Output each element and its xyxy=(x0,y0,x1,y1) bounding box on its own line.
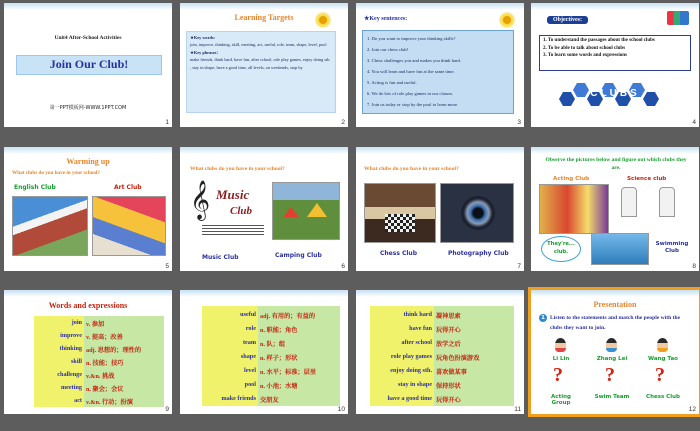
staff-lines xyxy=(202,225,264,235)
word: act xyxy=(74,397,82,404)
meaning: n. 聚会；会议 xyxy=(86,386,124,393)
keyphrases-text: make friends, think hard, have fun, after school, role play games, enjoy doing sth. , stay in shape, have a good time, all levels, on weekends, stop by xyxy=(190,57,331,70)
slide-number: 3 xyxy=(517,119,521,126)
slide-title: Join Our Club! xyxy=(49,57,129,71)
phrase: enjoy doing sth. xyxy=(390,367,432,374)
word: role xyxy=(245,325,256,332)
photography-club-label: Photography Club xyxy=(448,250,509,257)
star-icon: ★ xyxy=(190,35,194,40)
camping-club-photo xyxy=(272,182,340,240)
slide-thumbnail-8[interactable] xyxy=(531,147,699,271)
slide-title: Warming up xyxy=(66,157,110,166)
music-club-graphic xyxy=(188,181,270,239)
slide-number: 9 xyxy=(165,406,169,413)
sentence-2: 2. Join our chess club! xyxy=(367,47,409,52)
keywords-text: join, improve, thinking, skill, meeting, act, useful, role, team, shape, level, pool xyxy=(190,42,327,48)
chess-club-label: Chess Club xyxy=(380,250,418,257)
sentence-4: 4. You will learn and have fun at the same time. xyxy=(367,69,455,74)
slide-number: 7 xyxy=(517,263,521,270)
club-name: Swim Team xyxy=(594,394,630,400)
slide-header-band xyxy=(356,290,524,297)
person-name: Zhang Lei xyxy=(596,356,628,362)
english-club-label: English Club xyxy=(14,184,56,191)
robot-icon xyxy=(659,187,675,217)
phrase: stay in shape xyxy=(397,381,432,388)
music-club-label: Music Club xyxy=(202,254,239,261)
person-name: Wang Tao xyxy=(648,356,678,362)
meaning: 保持形状 xyxy=(436,383,461,390)
slide-header-band xyxy=(531,290,699,297)
heading-text: Key sentences: xyxy=(369,16,408,22)
slide-title: Presentation xyxy=(593,300,637,309)
meaning: n. 水平；标准；层里 xyxy=(260,369,317,376)
objectives-box xyxy=(539,35,691,71)
star-icon: ★ xyxy=(364,16,370,22)
phrase: after school xyxy=(401,339,432,346)
club-name: Acting Group xyxy=(551,394,571,406)
instruction-text: Listen to the statements and match the people with the clubs they want to join. xyxy=(550,315,681,331)
slide-number: 12 xyxy=(688,406,696,413)
star-icon: ★ xyxy=(190,49,194,55)
word: team xyxy=(242,339,256,346)
person-avatar xyxy=(657,338,668,352)
word: thinking xyxy=(59,345,82,352)
word: shape xyxy=(240,353,256,360)
slide-header-band xyxy=(4,147,172,154)
slide-thumbnail-2[interactable] xyxy=(180,3,348,127)
footer-text: 第一PPT模板网-WWW.1PPT.COM xyxy=(49,105,127,111)
meaning: n. 小池；水塘 xyxy=(260,383,298,390)
sentence-5: 5. Acting is fun and useful. xyxy=(367,80,417,85)
word: challenge xyxy=(57,371,82,378)
flower-icon xyxy=(314,11,332,29)
sentence-1: 1. Do you want to improve your thinking skills? xyxy=(367,36,456,41)
meaning: n. 样子；形状 xyxy=(260,355,298,362)
slide-thumbnail-9[interactable] xyxy=(4,290,172,414)
clubs-word: CLUBS xyxy=(590,88,640,99)
science-club-label: Science club xyxy=(627,176,667,182)
phrase: have fun xyxy=(409,325,432,332)
unit-text: Unit4 After-School Activities xyxy=(54,35,122,41)
slide-number: 4 xyxy=(692,119,696,126)
slide-header-band xyxy=(180,147,348,154)
club-name: Chess Club xyxy=(646,394,680,400)
meaning: 放学之后 xyxy=(436,341,461,348)
slide-thumbnail-10[interactable] xyxy=(180,290,348,414)
slide-title: Words and expressions xyxy=(48,301,128,310)
person-avatar xyxy=(606,338,617,352)
slide-header-band xyxy=(4,290,172,297)
phrase: think hard xyxy=(403,311,432,318)
slide-thumbnail-4[interactable] xyxy=(531,3,699,127)
slide-number: 6 xyxy=(341,263,345,270)
content-box xyxy=(186,31,336,113)
meaning: n. 职能；角色 xyxy=(260,327,298,334)
music-word: Music xyxy=(216,187,250,202)
person-avatar xyxy=(555,338,566,352)
slide-header-band xyxy=(531,147,699,154)
slide-thumbnail-6[interactable] xyxy=(180,147,348,271)
meaning: n. 队；组 xyxy=(260,341,286,348)
question-mark-icon: ? xyxy=(655,364,665,386)
meaning: adj. 有用的；有益的 xyxy=(260,313,316,320)
word: join xyxy=(71,319,82,326)
meaning: 玩得开心 xyxy=(436,397,461,404)
acting-club-photo xyxy=(539,184,609,234)
meaning: 凝神思索 xyxy=(436,313,461,320)
sentence-3: 3. Chess challenges you and makes you think hard. xyxy=(367,58,461,63)
robot-icon xyxy=(621,187,637,217)
sentence-7: 7. Join us today or stop by the pool to learn more. xyxy=(367,102,459,107)
number-one-badge: 1 xyxy=(539,314,547,322)
camping-club-label: Camping Club xyxy=(275,252,322,259)
meaning: 交朋友 xyxy=(260,397,279,404)
club-word: Club xyxy=(230,205,253,217)
question-text: What clubs do you have in your school? xyxy=(190,166,285,172)
acting-club-label: Acting Club xyxy=(553,176,590,182)
slide-thumbnail-1[interactable] xyxy=(4,3,172,127)
question-mark-icon: ? xyxy=(605,364,615,386)
question-mark-icon: ? xyxy=(553,364,563,386)
word: pool xyxy=(244,381,256,388)
slide-number: 5 xyxy=(165,263,169,270)
question-text: What clubs do you have in your school? xyxy=(12,170,100,176)
sentences-box xyxy=(362,30,514,114)
slide-number: 1 xyxy=(165,119,169,126)
art-club-label: Art Club xyxy=(114,184,142,191)
word: meeting xyxy=(61,384,82,391)
objective-3: 3. To learn some words and expressions xyxy=(543,53,627,59)
flower-icon xyxy=(498,11,516,29)
meaning: 喜欢做某事 xyxy=(436,369,467,376)
swimming-club-label: Swimming Club xyxy=(655,241,689,254)
objective-1: 1. To understand the passages about the school clubs xyxy=(543,38,655,43)
word: useful xyxy=(240,311,256,318)
slide-title: Learning Targets xyxy=(234,13,294,22)
slide-header-band xyxy=(531,3,699,10)
objectives-label: Objectives: xyxy=(547,16,588,24)
meaning: 玩角色扮演游戏 xyxy=(436,355,480,362)
books-icon xyxy=(667,11,689,25)
slide-header-band xyxy=(180,290,348,297)
meaning: 玩得开心 xyxy=(436,327,461,334)
heading xyxy=(364,15,407,22)
meaning: v.&n. 挑战 xyxy=(86,373,115,380)
meaning: adj. 思想的；理性的 xyxy=(86,347,142,354)
slide-header-band xyxy=(356,147,524,154)
clubs-hexagons xyxy=(559,77,669,121)
photography-club-photo xyxy=(440,183,514,243)
art-club-photo xyxy=(92,196,166,256)
swimming-club-photo xyxy=(591,233,649,265)
meaning: v.&n. 行动；扮演 xyxy=(86,399,133,406)
slide-thumbnail-7[interactable] xyxy=(356,147,524,271)
meaning: v. 提高；改善 xyxy=(86,334,123,341)
sentence-6: 6. We do lots of role play games in our classes. xyxy=(367,91,454,96)
slide-header-band xyxy=(180,3,348,10)
word: level xyxy=(243,367,256,374)
phrase: have a good time xyxy=(387,395,432,402)
slide-number: 2 xyxy=(341,119,345,126)
slide-thumbnail-3[interactable] xyxy=(356,3,524,127)
hexagon xyxy=(559,92,575,106)
speech-bubble-text: They're... club. xyxy=(547,241,575,255)
phrase: role play games xyxy=(390,353,432,360)
slide-number: 11 xyxy=(514,406,521,413)
keywords-label: Key words: xyxy=(193,35,215,40)
english-club-photo xyxy=(12,196,88,256)
word: improve xyxy=(60,332,82,339)
slide-number: 8 xyxy=(692,263,696,270)
word: make friends xyxy=(221,395,256,402)
objective-2: 2. To be able to talk about school clubs xyxy=(543,45,626,51)
question-text: What clubs do you have in your school? xyxy=(364,166,459,172)
keyphrases-label: Key phrases： xyxy=(193,49,221,55)
slide-thumbnail-11[interactable] xyxy=(356,290,524,414)
meaning: v. 参加 xyxy=(86,321,105,328)
person-name: Li Lin xyxy=(552,356,570,362)
slide-number: 10 xyxy=(337,406,345,413)
slide-header-band xyxy=(356,3,524,10)
slide-thumbnail-5[interactable] xyxy=(4,147,172,271)
meaning: n. 技能；技巧 xyxy=(86,360,124,367)
chess-club-photo xyxy=(364,183,436,243)
word: skill xyxy=(70,358,82,365)
music-note-icon: 𝄞 xyxy=(190,180,211,220)
slide-header-band xyxy=(4,3,172,10)
slide-thumbnail-12[interactable] xyxy=(531,290,699,414)
instruction-text: Observe the pictures below and figure out which clubs they are. xyxy=(545,157,687,171)
